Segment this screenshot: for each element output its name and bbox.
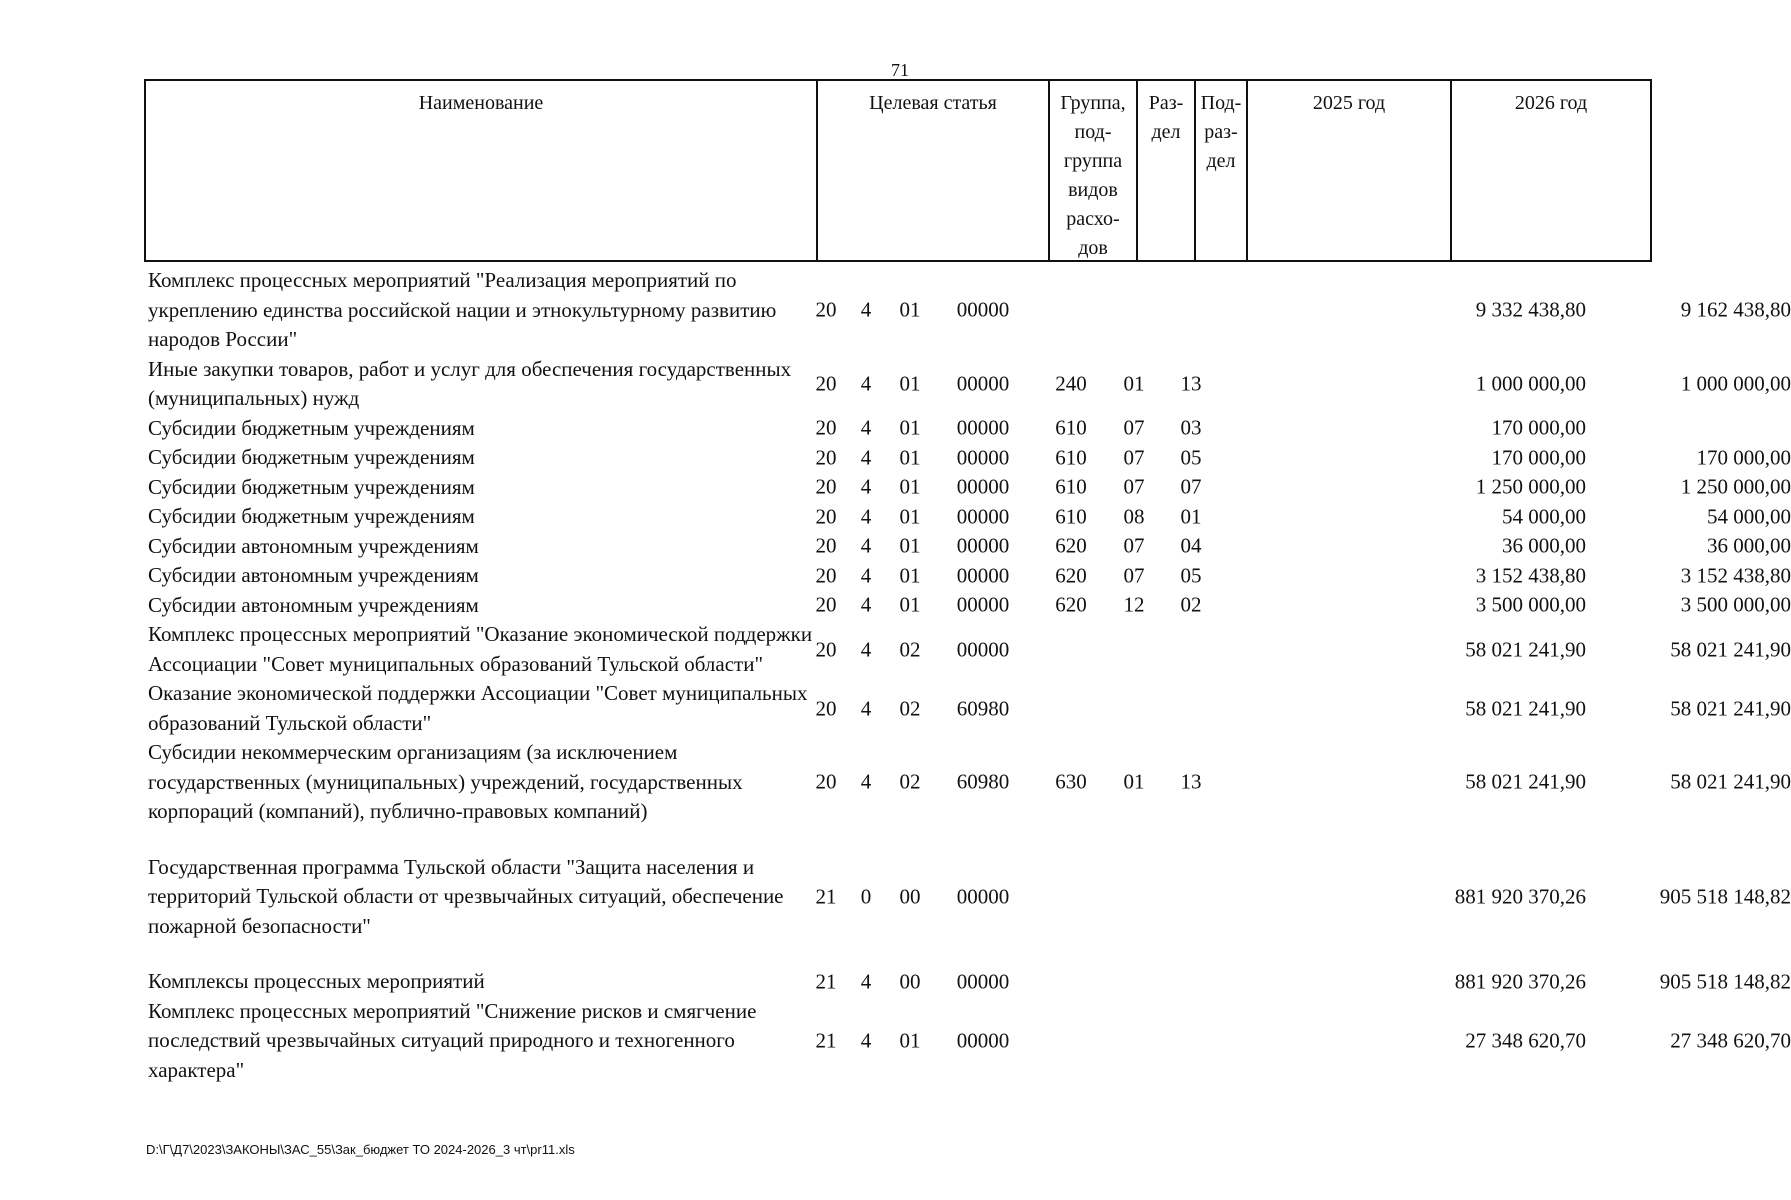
table-header [144, 79, 1652, 262]
code-program: 20 [815, 533, 837, 558]
code-type: 4 [860, 371, 872, 396]
amount-2025: 1 000 000,00 [1475, 371, 1586, 396]
code-direction: 60980 [956, 769, 1010, 794]
code-program: 20 [815, 636, 837, 661]
table-body [146, 266, 1791, 1085]
header-subsection: Под- раз- дел [1194, 81, 1246, 260]
expense-group: 620 [1055, 563, 1087, 587]
table-row [146, 679, 1791, 738]
table-row [146, 738, 1791, 827]
section-code: 07 [1123, 445, 1145, 469]
code-complex: 01 [899, 533, 921, 558]
amount-2025: 881 920 370,26 [1454, 969, 1586, 993]
amount-2026: 58 021 241,90 [1670, 695, 1791, 720]
amount-2026: 58 021 241,90 [1670, 769, 1791, 794]
code-complex: 00 [899, 969, 921, 993]
code-program: 20 [815, 371, 837, 396]
subsection-code: 13 [1180, 769, 1202, 794]
amount-2025: 881 920 370,26 [1454, 884, 1586, 908]
code-direction: 00000 [956, 969, 1010, 993]
amount-2025: 1 250 000,00 [1475, 474, 1586, 499]
subsection-code: 02 [1180, 592, 1202, 617]
code-direction: 00000 [956, 504, 1010, 528]
code-type: 4 [860, 474, 872, 499]
table-row [146, 355, 1791, 414]
table-row [146, 997, 1791, 1086]
code-type: 4 [860, 1028, 872, 1052]
subsection-code: 05 [1180, 563, 1202, 587]
code-direction: 00000 [956, 563, 1010, 587]
header-section: Раз- дел [1136, 81, 1194, 260]
row-name: Комплексы процессных мероприятий [148, 969, 485, 993]
code-direction: 00000 [956, 474, 1010, 499]
code-direction: 00000 [956, 884, 1010, 908]
code-program: 20 [815, 445, 837, 469]
code-program: 21 [815, 969, 837, 993]
code-direction: 00000 [956, 445, 1010, 469]
row-name: Субсидии бюджетным учреждениям [148, 415, 475, 440]
expense-group: 620 [1055, 592, 1087, 617]
amount-2026: 905 518 148,82 [1659, 884, 1791, 908]
amount-2025: 58 021 241,90 [1465, 636, 1586, 661]
amount-2025: 170 000,00 [1491, 415, 1586, 440]
code-direction: 00000 [956, 1028, 1010, 1052]
amount-2025: 3 152 438,80 [1475, 563, 1586, 587]
header-year-2025: 2025 год [1246, 81, 1450, 260]
code-type: 4 [860, 297, 872, 322]
code-type: 4 [860, 592, 872, 617]
amount-2026: 3 152 438,80 [1680, 563, 1791, 587]
subsection-code: 04 [1180, 533, 1202, 558]
table-row [146, 502, 1791, 532]
code-direction: 00000 [956, 415, 1010, 440]
code-program: 20 [815, 563, 837, 587]
code-complex: 01 [899, 592, 921, 617]
code-type: 4 [860, 563, 872, 587]
subsection-code: 13 [1180, 371, 1202, 396]
table-row [146, 967, 1791, 997]
amount-2026: 905 518 148,82 [1659, 969, 1791, 993]
code-complex: 02 [899, 769, 921, 794]
code-program: 21 [815, 884, 837, 908]
code-type: 4 [860, 769, 872, 794]
table-row [146, 443, 1791, 473]
file-path-footer: D:\Г\Д7\2023\ЗАКОНЫ\ЗАС_55\Зак_бюджет ТО 2024-2026_3 чт\pr11.xls [146, 1142, 575, 1157]
header-year-2026: 2026 год [1450, 81, 1650, 260]
section-code: 12 [1123, 592, 1145, 617]
expense-group: 240 [1055, 371, 1087, 396]
code-program: 20 [815, 695, 837, 720]
code-type: 4 [860, 695, 872, 720]
row-name: Иные закупки товаров, работ и услуг для обеспечения государственных (муниципальных) нужд [148, 356, 792, 410]
table-row [146, 532, 1791, 562]
code-complex: 01 [899, 371, 921, 396]
table-row [146, 266, 1791, 355]
row-name: Субсидии некоммерческим организациям (за исключением государственных (муниципальных) учреждений, государственных корпораций (компаний), публично-правовых компаний) [148, 740, 743, 823]
code-program: 20 [815, 504, 837, 528]
expense-group: 610 [1055, 445, 1087, 469]
amount-2026: 58 021 241,90 [1670, 636, 1791, 661]
code-type: 0 [860, 884, 872, 908]
table-row [146, 620, 1791, 679]
amount-2025: 27 348 620,70 [1465, 1028, 1586, 1052]
section-code: 07 [1123, 533, 1145, 558]
row-name: Субсидии бюджетным учреждениям [148, 474, 475, 499]
code-complex: 00 [899, 884, 921, 908]
code-type: 4 [860, 415, 872, 440]
row-name: Субсидии бюджетным учреждениям [148, 504, 475, 528]
header-group: Группа, под- группа видов расхо- дов [1048, 81, 1136, 260]
code-program: 20 [815, 474, 837, 499]
code-direction: 00000 [956, 636, 1010, 661]
code-type: 4 [860, 969, 872, 993]
amount-2025: 36 000,00 [1502, 533, 1586, 558]
table-row [146, 414, 1656, 444]
code-type: 4 [860, 504, 872, 528]
row-name: Комплекс процессных мероприятий "Оказание экономической поддержки Ассоциации "Совет муниципальных образований Тульской области" [148, 622, 813, 676]
section-code: 07 [1123, 563, 1145, 587]
amount-2025: 58 021 241,90 [1465, 695, 1586, 720]
code-direction: 00000 [956, 533, 1010, 558]
code-program: 20 [815, 297, 837, 322]
amount-2025: 3 500 000,00 [1475, 592, 1586, 617]
row-name: Субсидии автономным учреждениям [148, 533, 479, 558]
row-name: Государственная программа Тульской области "Защита населения и территорий Тульской области от чрезвычайных ситуаций, обеспечение пожарной безопасности" [148, 854, 784, 938]
subsection-code: 01 [1180, 504, 1202, 528]
subsection-code: 07 [1180, 474, 1202, 499]
code-complex: 01 [899, 504, 921, 528]
section-code: 07 [1123, 415, 1145, 440]
expense-group: 620 [1055, 533, 1087, 558]
row-name: Комплекс процессных мероприятий "Снижение рисков и смягчение последствий чрезвычайных ситуаций природного и техногенного характера" [148, 998, 757, 1082]
row-name: Субсидии автономным учреждениям [148, 563, 479, 587]
amount-2025: 58 021 241,90 [1465, 769, 1586, 794]
code-complex: 01 [899, 563, 921, 587]
section-code: 07 [1123, 474, 1145, 499]
expense-group: 610 [1055, 504, 1087, 528]
section-code: 01 [1123, 371, 1145, 396]
amount-2026: 1 000 000,00 [1680, 371, 1791, 396]
header-name: Наименование [418, 92, 544, 114]
code-direction: 00000 [956, 371, 1010, 396]
header-target: Целевая статья [816, 81, 1048, 260]
amount-2025: 170 000,00 [1491, 445, 1586, 469]
amount-2025: 54 000,00 [1502, 504, 1586, 528]
code-complex: 01 [899, 415, 921, 440]
code-program: 20 [815, 415, 837, 440]
table-row [146, 473, 1791, 503]
page-number: 71 [891, 60, 909, 80]
table-row [146, 853, 1791, 942]
expense-group: 610 [1055, 415, 1087, 440]
amount-2026: 36 000,00 [1707, 533, 1791, 558]
code-type: 4 [860, 445, 872, 469]
row-name: Оказание экономической поддержки Ассоциации "Совет муниципальных образований Тульской области" [148, 681, 808, 735]
code-program: 20 [815, 769, 837, 794]
amount-2026: 3 500 000,00 [1680, 592, 1791, 617]
amount-2025: 9 332 438,80 [1475, 297, 1586, 322]
amount-2026: 9 162 438,80 [1680, 297, 1791, 322]
amount-2026: 54 000,00 [1707, 504, 1791, 528]
code-direction: 00000 [956, 297, 1010, 322]
code-type: 4 [860, 636, 872, 661]
code-complex: 01 [899, 474, 921, 499]
code-complex: 01 [899, 297, 921, 322]
row-name: Комплекс процессных мероприятий "Реализация мероприятий по укреплению единства российской нации и этнокультурному развитию народов России" [148, 268, 777, 351]
expense-group: 610 [1055, 474, 1087, 499]
row-name: Субсидии бюджетным учреждениям [148, 445, 475, 469]
amount-2026: 170 000,00 [1696, 445, 1791, 469]
section-code: 08 [1123, 504, 1145, 528]
code-program: 20 [815, 592, 837, 617]
section-code: 01 [1123, 769, 1145, 794]
code-direction: 00000 [956, 592, 1010, 617]
code-complex: 01 [899, 1028, 921, 1052]
subsection-code: 03 [1180, 415, 1202, 440]
table-row [146, 591, 1791, 621]
subsection-code: 05 [1180, 445, 1202, 469]
code-type: 4 [860, 533, 872, 558]
code-direction: 60980 [956, 695, 1010, 720]
amount-2026: 1 250 000,00 [1680, 474, 1791, 499]
code-complex: 01 [899, 445, 921, 469]
expense-group: 630 [1055, 769, 1087, 794]
code-complex: 02 [899, 695, 921, 720]
row-name: Субсидии автономным учреждениям [148, 592, 479, 617]
table-row [146, 561, 1791, 591]
amount-2026: 27 348 620,70 [1670, 1028, 1791, 1052]
code-complex: 02 [899, 636, 921, 661]
code-program: 21 [815, 1028, 837, 1052]
